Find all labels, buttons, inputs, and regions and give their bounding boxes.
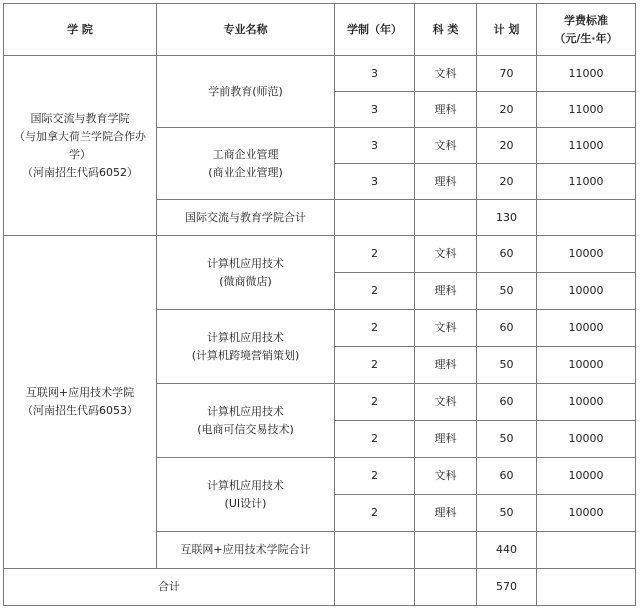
category-cell: 文科 <box>415 128 477 164</box>
category-cell: 理科 <box>415 273 477 310</box>
category-cell: 文科 <box>415 384 477 421</box>
plan-cell: 70 <box>477 56 537 92</box>
header-years: 学制（年） <box>335 4 415 56</box>
years-cell: 2 <box>335 384 415 421</box>
plan-cell: 20 <box>477 164 537 200</box>
subtotal-label: 国际交流与教育学院合计 <box>157 200 335 236</box>
fee-cell: 10000 <box>537 236 636 273</box>
empty-cell <box>415 200 477 236</box>
plan-cell: 50 <box>477 495 537 532</box>
empty-cell <box>335 569 415 606</box>
header-fee <box>537 4 636 56</box>
major-cell <box>157 128 335 200</box>
plan-cell: 60 <box>477 236 537 273</box>
major-cell: 学前教育(师范) <box>157 56 335 128</box>
header-row <box>4 4 636 56</box>
fee-cell: 10000 <box>537 421 636 458</box>
major-name: 计算机应用技术 <box>207 404 284 418</box>
major-name: 计算机应用技术 <box>207 330 284 344</box>
major-cell <box>157 236 335 310</box>
category-cell: 理科 <box>415 347 477 384</box>
category-cell: 理科 <box>415 164 477 200</box>
category-cell: 理科 <box>415 421 477 458</box>
major-direction: (电商可信交易技术) <box>197 422 294 436</box>
fee-cell: 11000 <box>537 128 636 164</box>
plan-cell: 20 <box>477 92 537 128</box>
years-cell: 3 <box>335 92 415 128</box>
category-cell: 理科 <box>415 92 477 128</box>
plan-cell: 60 <box>477 310 537 347</box>
category-cell: 文科 <box>415 236 477 273</box>
table-row <box>4 236 636 273</box>
major-cell <box>157 458 335 532</box>
fee-cell: 10000 <box>537 458 636 495</box>
years-cell: 2 <box>335 495 415 532</box>
header-category: 科 类 <box>415 4 477 56</box>
college-code: （河南招生代码6053） <box>22 404 138 417</box>
plan-cell: 60 <box>477 384 537 421</box>
years-cell: 2 <box>335 458 415 495</box>
plan-cell: 50 <box>477 347 537 384</box>
fee-cell: 10000 <box>537 384 636 421</box>
major-direction: (微商微店) <box>219 274 272 288</box>
header-plan: 计 划 <box>477 4 537 56</box>
college-cell <box>4 236 157 569</box>
college-note: （与加拿大荷兰学院合作办学） <box>14 129 146 161</box>
category-cell: 文科 <box>415 56 477 92</box>
major-direction: (计算机跨境营销策划) <box>191 348 300 362</box>
fee-cell: 11000 <box>537 164 636 200</box>
category-cell: 理科 <box>415 495 477 532</box>
table-row <box>4 56 636 92</box>
plan-cell: 60 <box>477 458 537 495</box>
header-fee-line1: 学费标准 <box>564 13 608 27</box>
years-cell: 3 <box>335 56 415 92</box>
header-major: 专业名称 <box>157 4 335 56</box>
subtotal-label: 互联网+应用技术学院合计 <box>157 532 335 569</box>
college-name: 互联网+应用技术学院 <box>25 386 135 399</box>
fee-cell: 10000 <box>537 273 636 310</box>
empty-cell <box>335 200 415 236</box>
college-code: （河南招生代码6052） <box>22 165 138 179</box>
plan-cell: 50 <box>477 273 537 310</box>
college-cell <box>4 56 157 236</box>
empty-cell <box>537 569 636 606</box>
plan-cell: 50 <box>477 421 537 458</box>
years-cell: 2 <box>335 347 415 384</box>
total-value: 570 <box>477 569 537 606</box>
empty-cell <box>415 569 477 606</box>
total-label: 合计 <box>4 569 335 606</box>
plan-cell: 20 <box>477 128 537 164</box>
years-cell: 3 <box>335 164 415 200</box>
subtotal-value: 440 <box>477 532 537 569</box>
fee-cell: 11000 <box>537 56 636 92</box>
empty-cell <box>537 200 636 236</box>
fee-cell: 11000 <box>537 92 636 128</box>
major-cell <box>157 384 335 458</box>
subtotal-value: 130 <box>477 200 537 236</box>
fee-cell: 10000 <box>537 310 636 347</box>
empty-cell <box>537 532 636 569</box>
major-cell <box>157 310 335 384</box>
major-name: 计算机应用技术 <box>207 256 284 270</box>
category-cell: 文科 <box>415 310 477 347</box>
fee-cell: 10000 <box>537 347 636 384</box>
years-cell: 3 <box>335 128 415 164</box>
major-direction: (商业企业管理) <box>208 165 283 179</box>
major-direction: (UI设计) <box>224 496 267 510</box>
enrollment-plan-table <box>3 3 636 606</box>
header-fee-line2: （元/生·年） <box>554 31 618 45</box>
years-cell: 2 <box>335 421 415 458</box>
major-name: 工商企业管理 <box>212 147 279 161</box>
empty-cell <box>415 532 477 569</box>
years-cell: 2 <box>335 236 415 273</box>
college-name: 国际交流与教育学院 <box>30 111 130 125</box>
empty-cell <box>335 532 415 569</box>
years-cell: 2 <box>335 310 415 347</box>
category-cell: 文科 <box>415 458 477 495</box>
header-college: 学 院 <box>4 4 157 56</box>
fee-cell: 10000 <box>537 495 636 532</box>
total-row <box>4 569 636 606</box>
major-name: 计算机应用技术 <box>207 478 284 492</box>
years-cell: 2 <box>335 273 415 310</box>
